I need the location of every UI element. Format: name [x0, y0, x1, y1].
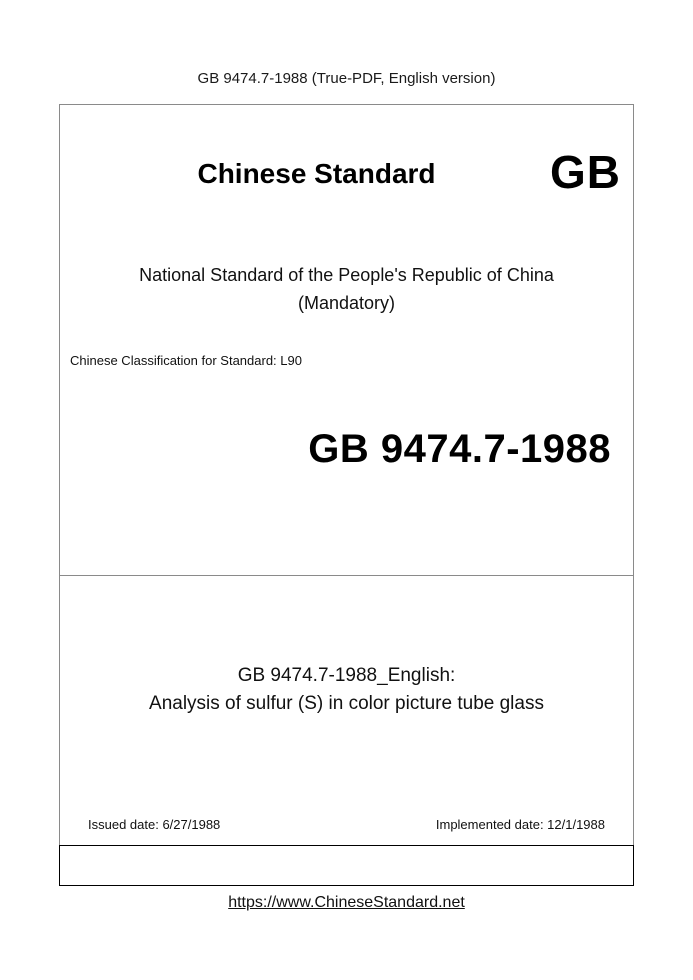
standard-number: GB 9474.7-1988: [308, 427, 611, 471]
section-divider: [60, 575, 633, 576]
page-header-title: GB 9474.7-1988 (True-PDF, English version): [197, 70, 496, 87]
footer-website-link[interactable]: https://www.ChineseStandard.net: [228, 894, 465, 911]
bottom-border: [59, 885, 634, 886]
document-code: GB 9474.7-1988_English:: [237, 665, 456, 686]
national-title-line1: National Standard of the People's Republic of China: [139, 265, 554, 285]
document-title: Analysis of sulfur (S) in color picture tube glass: [149, 693, 544, 714]
document-title-block: [60, 662, 633, 718]
standard-title: Chinese Standard: [197, 158, 436, 189]
issued-date: Issued date: 6/27/1988: [88, 817, 221, 832]
classification-text: Chinese Classification for Standard: L90: [70, 353, 302, 368]
cover-frame: [59, 104, 634, 886]
national-title-line2: (Mandatory): [297, 293, 396, 313]
implemented-date: Implemented date: 12/1/1988: [435, 817, 605, 832]
national-standard-title: [60, 261, 633, 317]
gb-mark: GB: [550, 146, 621, 198]
bottom-band: [59, 845, 634, 886]
